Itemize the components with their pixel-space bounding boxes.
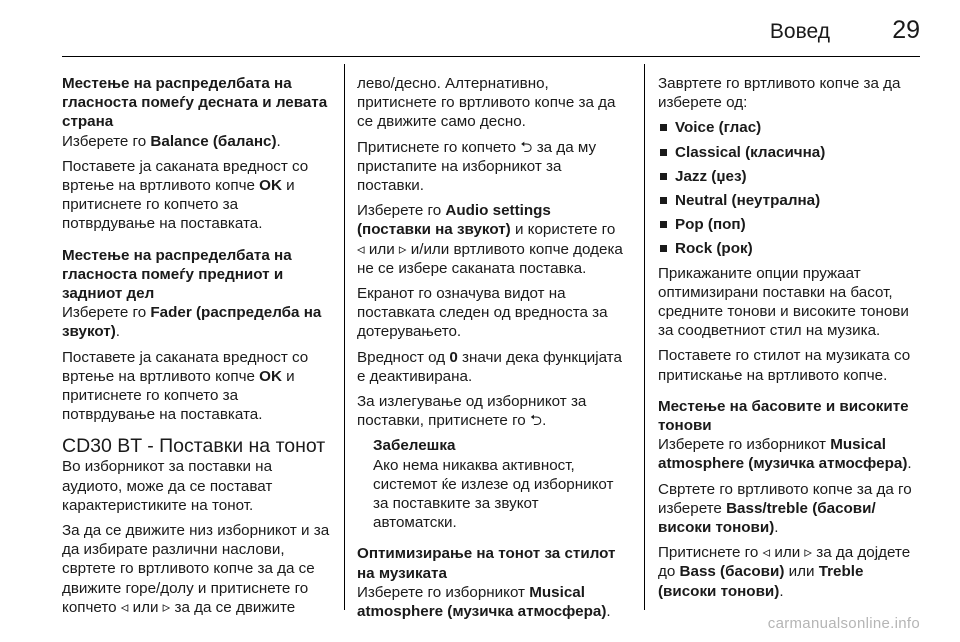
- section-heading: Местење на распределбата на гласноста помеѓу десната и левата страна: [62, 75, 328, 131]
- list-item: Rock (рок): [658, 239, 922, 258]
- column-divider: [644, 64, 645, 610]
- paragraph: Прикажаните опции пружаат оптимизирани поставки на басот, средните тонови и високите тонови за соодветниот стил на музика.: [658, 264, 909, 340]
- section-heading: Оптимизирање на тонот за стилот на музиката: [357, 545, 616, 582]
- paragraph: Изберете го Balance (баланс).: [62, 132, 281, 150]
- bullet-icon: [660, 124, 667, 131]
- menu-option: Balance (баланс): [150, 132, 277, 150]
- paragraph: Изберете го изборникот Musical atmosphere (музичка атмосфера).: [357, 583, 611, 621]
- page-header-title: Вовед: [769, 20, 830, 43]
- paragraph: Поставете го стилот на музиката со притискање на вртливото копче.: [658, 347, 911, 384]
- paragraph: Притиснете го ◃ или ▹ за да дојдете до Bass (басови) или Treble (високи тонови).: [658, 544, 911, 600]
- column-1: [62, 74, 330, 623]
- menu-option: Audio settings (поставки на звукот): [357, 202, 551, 239]
- column-divider: [344, 64, 345, 610]
- column-3: [658, 74, 922, 607]
- key-label: OK: [259, 367, 282, 385]
- menu-option: Musical atmosphere (музичка атмосфера): [658, 436, 908, 473]
- paragraph: Екранот го означува видот на поставката следен од вредноста за дотерувањето.: [357, 285, 608, 341]
- paragraph: Завртете го вртливото копче за да изберете од:: [658, 75, 901, 112]
- menu-option: Fader (распределба на звукот): [62, 304, 322, 341]
- paragraph: Свртете го вртливото копче за да го изберете Bass/treble (басови/ високи тонови).: [658, 480, 912, 537]
- menu-option: Musical atmosphere (музичка атмосфера): [357, 583, 607, 621]
- paragraph: За излегување од изборникот за поставки, притиснете го ⮌.: [357, 393, 587, 430]
- paragraph: Изберете го изборникот Musical atmosphere (музичка атмосфера).: [658, 436, 912, 473]
- paragraph: Изберете го Fader (распределба на звукот).: [62, 304, 322, 341]
- header-rule: [62, 56, 920, 57]
- paragraph: Изберете го Audio settings (поставки на звукот) и користете го ◃ или ▹ и/или вртливото копче додека не се избере саканата поставка.: [357, 202, 623, 277]
- value-label: 0: [449, 348, 458, 366]
- key-label: OK: [259, 177, 282, 195]
- note-text: Ако нема никаква активност, системот ќе излезе од изборникот за поставките за звукот автоматски.: [373, 456, 614, 532]
- note-box: [373, 436, 625, 532]
- paragraph: Вредност од 0 значи дека функцијата е деактивирана.: [357, 348, 622, 385]
- list-item: Jazz (џез): [658, 167, 922, 186]
- paragraph: лево/десно. Алтернативно, притиснете го вртливото копче за да се движите само десно.: [357, 75, 616, 131]
- bullet-icon: [660, 245, 667, 252]
- column-2: [357, 74, 625, 627]
- paragraph: За да се движите низ изборникот и за да избирате различни наслови, свртете го вртливото копче за да се движите горе/долу и притиснете го копчето ◃ или ▹ за да се движите: [62, 522, 330, 616]
- music-style-list: [658, 118, 922, 258]
- bullet-icon: [660, 221, 667, 228]
- bullet-icon: [660, 197, 667, 204]
- paragraph: Поставете ја саканата вредност со вртење на вртливото копче OK и притиснете го копчето за потврдување на поставката.: [62, 157, 309, 233]
- paragraph: Во изборникот за поставки на аудиото, може да се постават карактеристиките на тонот.: [62, 458, 273, 514]
- menu-option: Bass (басови): [679, 563, 785, 581]
- list-item: Voice (глас): [658, 118, 922, 137]
- menu-option: Treble (високи тонови): [658, 563, 864, 600]
- page-number: 29: [892, 16, 920, 44]
- menu-option: Bass/treble (басови/ високи тонови): [658, 499, 876, 537]
- watermark: carmanualsonline.info: [767, 615, 920, 632]
- section-heading: Местење на басовите и високите тонови: [658, 397, 909, 435]
- bullet-icon: [660, 149, 667, 156]
- paragraph: Притиснете го копчето ⮌ за да му пристапите на изборникот за поставки.: [357, 138, 597, 195]
- bullet-icon: [660, 173, 667, 180]
- chapter-heading: CD30 BT - Поставки на тонот: [62, 435, 326, 458]
- list-item: Neutral (неутрална): [658, 191, 922, 210]
- note-title: Забелешка: [373, 437, 456, 455]
- section-heading: Местење на распределбата на гласноста помеѓу предниот и задниот дел: [62, 246, 292, 303]
- paragraph: Поставете ја саканата вредност со вртење на вртливото копче OK и притиснете го копчето за потврдување на поставката.: [62, 348, 309, 424]
- list-item: Classical (класична): [658, 143, 922, 162]
- list-item: Pop (поп): [658, 215, 922, 234]
